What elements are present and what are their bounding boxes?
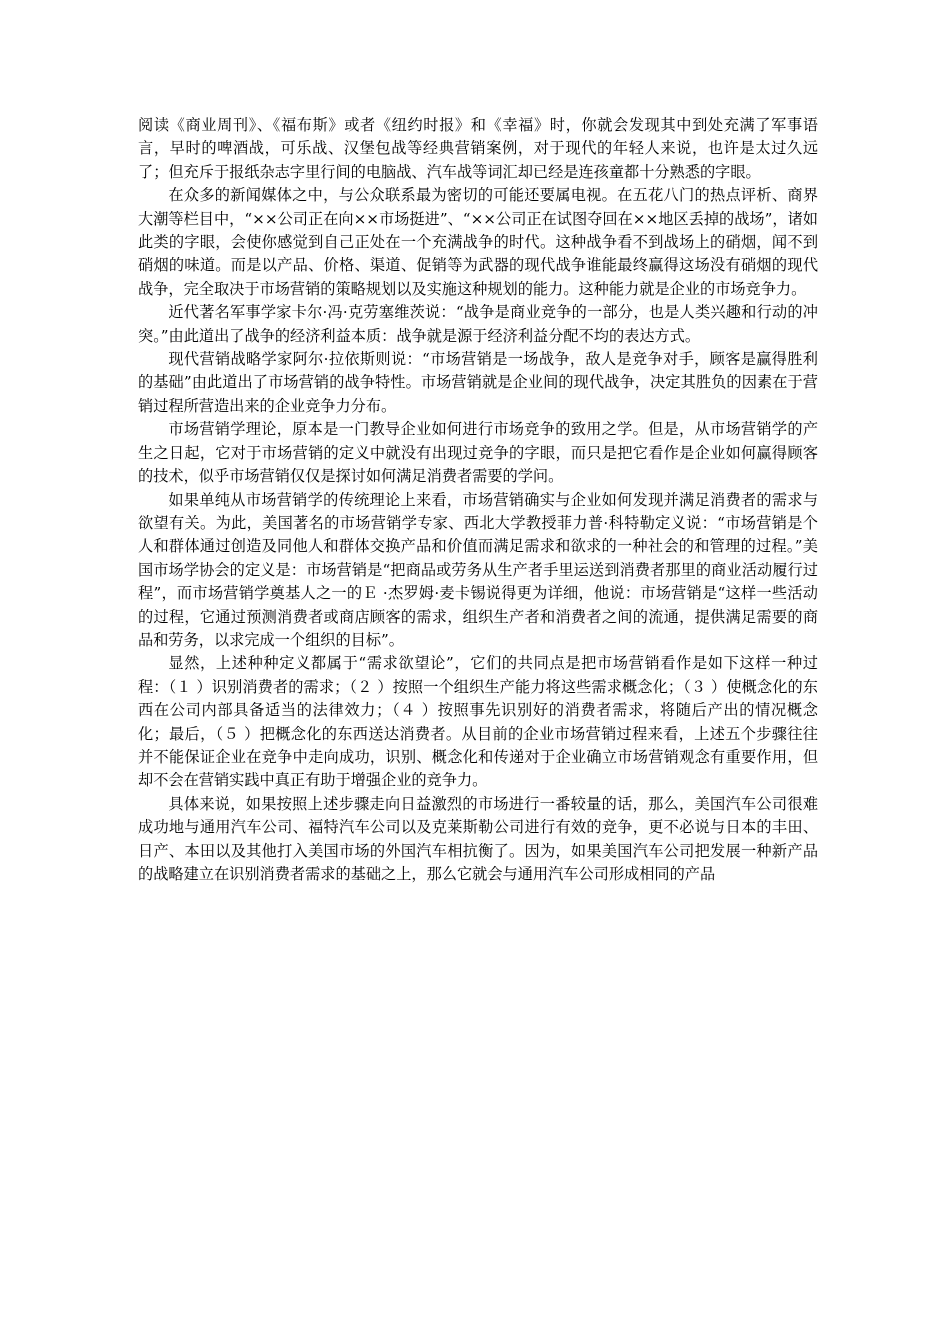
paragraph-6: 如果单纯从市场营销学的传统理论上来看，市场营销确实与企业如何发现并满足消费者的需求与欲望有关。为此，美国著名的市场营销学专家、西北大学教授菲力普·科特勒定义说：“市场营销是个人和群体通过创造及同他人和群体交换产品和价值而满足需求和欲求的一种社会的和管理的过程。”美国市场学协会的定义是：市场营销是“把商品或劳务从生产者手里运送到消费者那里的商业活动履行过程”，而市场营销学奠基人之一的Ｅ ·杰罗姆·麦卡锡说得更为详细，他说：市场营销是“这样一些活动的过程，它通过预测消费者或商店顾客的需求，组织生产者和消费者之间的流通，提供满足需要的商品和劳务，以求完成一个组织的目标”。 [138,490,818,649]
paragraph-2: 在众多的新闻媒体之中，与公众联系最为密切的可能还要属电视。在五花八门的热点评析、商界大潮等栏目中，“××公司正在向××市场挺进”、“××公司正在试图夺回在××地区丢掉的战场”，诸如此类的字眼，会使你感觉到自己正处在一个充满战争的时代。这种战争看不到战场上的硝烟，闻不到硝烟的味道。而是以产品、价格、渠道、促销等为武器的现代战争谁能最终赢得这场没有硝烟的现代战争，完全取决于市场营销的策略规划以及实施这种规划的能力。这种能力就是企业的市场竞争力。 [138,186,818,298]
paragraph-1: 阅读《商业周刊》、《福布斯》或者《纽约时报》和《幸福》时，你就会发现其中到处充满了军事语言，早时的啤酒战，可乐战、汉堡包战等经典营销案例，对于现代的年轻人来说，也许是太过久远了；但充斥于报纸杂志字里行间的电脑战、汽车战等词汇却已经是连孩童都十分熟悉的字眼。 [138,116,818,181]
paragraph-5: 市场营销学理论，原本是一门教导企业如何进行市场竞争的致用之学。但是，从市场营销学的产生之日起，它对于市场营销的定义中就没有出现过竞争的字眼，而只是把它看作是企业如何赢得顾客的技术，似乎市场营销仅仅是探讨如何满足消费者需要的学问。 [138,420,818,486]
paragraph-4: 现代营销战略学家阿尔·拉依斯则说：“市场营销是一场战争，敌人是竞争对手，顾客是赢得胜利的基础”由此道出了市场营销的战争特性。市场营销就是企业间的现代战争，决定其胜负的因素在于营销过程所营造出来的企业竞争力分布。 [138,350,818,415]
document-body [138,114,818,886]
paragraph-7: 显然，上述种种定义都属于“需求欲望论”，它们的共同点是把市场营销看作是如下这样一种过程：（１ ）识别消费者的需求；（２ ）按照一个组织生产能力将这些需求概念化；（３ ）使概念化的东西在公司内部具备适当的法律效力；（４ ）按照事先识别好的消费者需求，将随后产出的情况概念化；最后，（５ ）把概念化的东西送达消费者。从目前的企业市场营销过程来看，上述五个步骤往往并不能保证企业在竞争中走向成功，识别、概念化和传递对于企业确立市场营销观念有重要作用，但却不会在营销实践中真正有助于增强企业的竞争力。 [138,654,818,790]
paragraph-8: 具体来说，如果按照上述步骤走向日益激烈的市场进行一番较量的话，那么，美国汽车公司很难成功地与通用汽车公司、福特汽车公司以及克莱斯勒公司进行有效的竞争，更不必说与日本的丰田、日产、本田以及其他打入美国市场的外国汽车相抗衡了。因为，如果美国汽车公司把发展一种新产品的战略建立在识别消费者需求的基础之上，那么它就会与通用汽车公司形成相同的产品 [138,794,818,883]
paragraph-3: 近代著名军事学家卡尔·冯·克劳塞维茨说：“战争是商业竞争的一部分，也是人类兴趣和行动的冲突。”由此道出了战争的经济利益本质：战争就是源于经济利益分配不均的表达方式。 [138,303,818,345]
